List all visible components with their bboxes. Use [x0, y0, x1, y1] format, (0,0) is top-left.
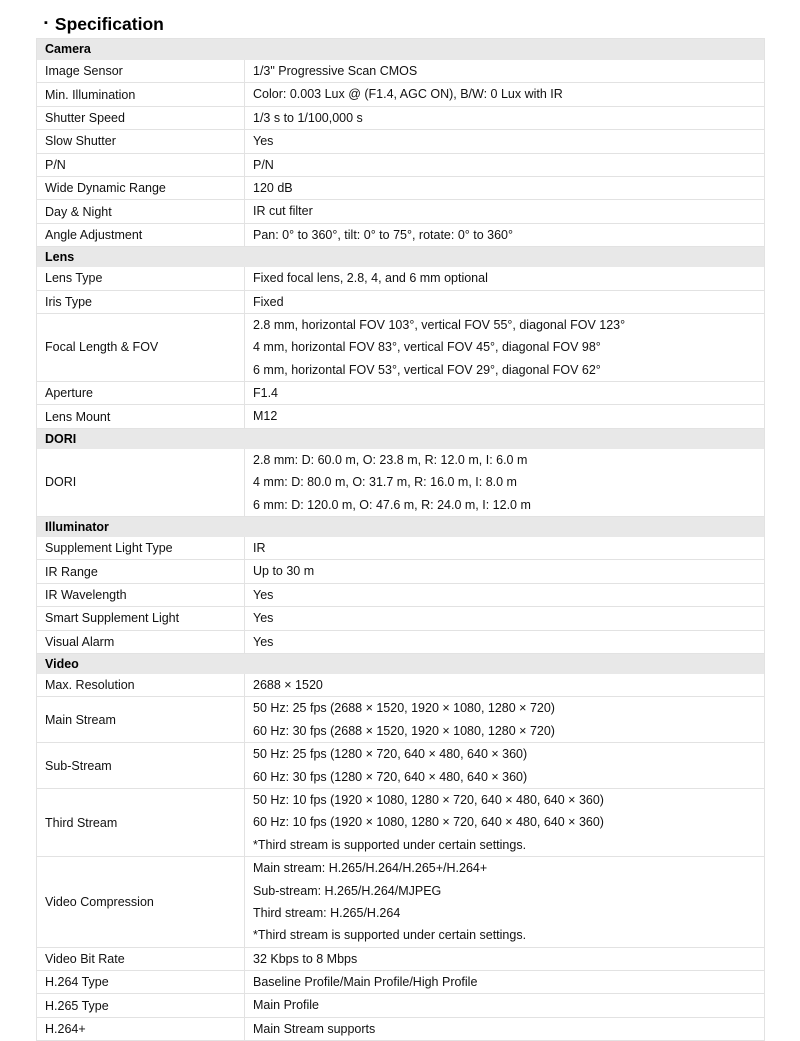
table-row: [37, 788, 764, 856]
value-line: Yes: [253, 587, 274, 602]
spec-value: [245, 449, 764, 516]
table-row: [37, 267, 764, 289]
spec-value: [245, 789, 764, 856]
table-row: [37, 537, 764, 559]
table-row: [37, 381, 764, 404]
value-line: 50 Hz: 10 fps (1920 × 1080, 1280 × 720, 640 × 480, 640 × 360): [253, 792, 604, 807]
value-line: Up to 30 m: [253, 564, 315, 579]
page-title: [44, 12, 164, 36]
value-line: 2.8 mm, horizontal FOV 103°, vertical FOV 55°, diagonal FOV 123°: [253, 317, 626, 332]
value-line: Main Profile: [253, 998, 319, 1013]
spec-value: [245, 971, 764, 993]
value-line: 60 Hz: 30 fps (1280 × 720, 640 × 480, 640 × 360): [253, 769, 528, 784]
table-row: [37, 742, 764, 788]
spec-label: H.265 Type: [37, 994, 245, 1016]
table-row: [37, 129, 764, 152]
spec-label: Shutter Speed: [37, 107, 245, 129]
value-line: Fixed: [253, 294, 284, 309]
spec-label: IR Range: [37, 560, 245, 582]
spec-value: [245, 948, 764, 970]
value-line: 2.8 mm: D: 60.0 m, O: 23.8 m, R: 12.0 m, I: 6.0 m: [253, 452, 528, 467]
spec-value: [245, 560, 764, 582]
value-line: 32 Kbps to 8 Mbps: [253, 951, 358, 966]
spec-label: Wide Dynamic Range: [37, 177, 245, 199]
spec-value: [245, 584, 764, 606]
page-title-text: Specification: [54, 14, 164, 34]
table-row: [37, 856, 764, 947]
section-header: Camera: [37, 39, 764, 60]
spec-value: [245, 224, 764, 246]
table-row: [37, 674, 764, 696]
spec-label: Smart Supplement Light: [37, 607, 245, 629]
spec-label: Sub-Stream: [37, 743, 245, 788]
value-line: 60 Hz: 30 fps (2688 × 1520, 1920 × 1080, 1280 × 720): [253, 723, 555, 738]
value-line: Main stream: H.265/H.264/H.265+/H.264+: [253, 861, 488, 876]
spec-label: Lens Type: [37, 267, 245, 289]
value-line: 1/3" Progressive Scan CMOS: [253, 64, 418, 78]
spec-label: Day & Night: [37, 200, 245, 222]
value-line: IR: [253, 541, 266, 556]
spec-label: Video Bit Rate: [37, 948, 245, 970]
spec-label: Supplement Light Type: [37, 537, 245, 559]
value-line: IR cut filter: [253, 204, 313, 219]
spec-value: [245, 107, 764, 129]
spec-value: [245, 200, 764, 222]
spec-label: Angle Adjustment: [37, 224, 245, 246]
table-row: [37, 313, 764, 381]
spec-value: [245, 314, 764, 381]
value-line: Third stream: H.265/H.264: [253, 905, 401, 920]
section-header: DORI: [37, 428, 764, 449]
value-line: 4 mm, horizontal FOV 83°, vertical FOV 45°, diagonal FOV 98°: [253, 340, 601, 355]
value-line: Yes: [253, 634, 274, 649]
spec-value: [245, 631, 764, 653]
value-line: 6 mm: D: 120.0 m, O: 47.6 m, R: 24.0 m, I: 12.0 m: [253, 497, 531, 512]
spec-label: Min. Illumination: [37, 83, 245, 105]
table-row: [37, 630, 764, 653]
table-row: [37, 606, 764, 629]
table-row: [37, 947, 764, 970]
table-row: [37, 199, 764, 222]
spec-label: Aperture: [37, 382, 245, 404]
value-line: Yes: [253, 134, 274, 149]
spec-label: Main Stream: [37, 697, 245, 742]
spec-value: [245, 1018, 764, 1040]
value-line: 6 mm, horizontal FOV 53°, vertical FOV 29°, diagonal FOV 62°: [253, 362, 601, 377]
spec-value: [245, 674, 764, 696]
spec-value: [245, 177, 764, 199]
spec-value: [245, 537, 764, 559]
spec-value: [245, 994, 764, 1016]
table-row: [37, 60, 764, 82]
spec-label: Third Stream: [37, 789, 245, 856]
spec-label: P/N: [37, 154, 245, 176]
value-line: 50 Hz: 25 fps (2688 × 1520, 1920 × 1080, 1280 × 720): [253, 701, 555, 716]
value-line: Main Stream supports: [253, 1021, 376, 1036]
spec-label: H.264+: [37, 1018, 245, 1040]
specification-table: [36, 38, 765, 1041]
table-row: [37, 153, 764, 176]
table-row: [37, 223, 764, 246]
section-header: Video: [37, 653, 764, 674]
value-line: 60 Hz: 10 fps (1920 × 1080, 1280 × 720, 640 × 480, 640 × 360): [253, 815, 604, 830]
table-row: [37, 449, 764, 516]
value-line: Sub-stream: H.265/H.264/MJPEG: [253, 883, 442, 898]
spec-value: [245, 743, 764, 788]
table-row: [37, 82, 764, 105]
value-line: Fixed focal lens, 2.8, 4, and 6 mm optional: [253, 271, 488, 286]
section-header: Lens: [37, 246, 764, 267]
spec-value: [245, 154, 764, 176]
spec-value: [245, 607, 764, 629]
spec-label: Visual Alarm: [37, 631, 245, 653]
table-row: [37, 970, 764, 993]
spec-value: [245, 267, 764, 289]
value-line: 120 dB: [253, 180, 293, 195]
spec-label: Lens Mount: [37, 405, 245, 427]
spec-label: DORI: [37, 449, 245, 516]
value-line: 2688 × 1520: [253, 677, 323, 692]
spec-value: [245, 130, 764, 152]
table-row: [37, 176, 764, 199]
spec-value: [245, 405, 764, 427]
value-line: *Third stream is supported under certain settings.: [253, 928, 527, 943]
bullet-icon: ▪: [44, 17, 48, 29]
spec-value: [245, 60, 764, 82]
table-row: [37, 993, 764, 1016]
table-row: [37, 404, 764, 427]
value-line: P/N: [253, 157, 274, 172]
spec-label: IR Wavelength: [37, 584, 245, 606]
spec-label: Max. Resolution: [37, 674, 245, 696]
table-row: [37, 290, 764, 313]
table-row: [37, 559, 764, 582]
value-line: 50 Hz: 25 fps (1280 × 720, 640 × 480, 640 × 360): [253, 747, 528, 762]
table-row: [37, 583, 764, 606]
spec-value: [245, 857, 764, 947]
spec-label: Image Sensor: [37, 60, 245, 82]
spec-value: [245, 382, 764, 404]
spec-label: Slow Shutter: [37, 130, 245, 152]
value-line: Baseline Profile/Main Profile/High Profile: [253, 975, 478, 990]
spec-value: [245, 83, 764, 105]
spec-label: Focal Length & FOV: [37, 314, 245, 381]
value-line: 1/3 s to 1/100,000 s: [253, 110, 363, 125]
section-header: Illuminator: [37, 516, 764, 537]
value-line: 4 mm: D: 80.0 m, O: 31.7 m, R: 16.0 m, I: 8.0 m: [253, 475, 517, 490]
value-line: M12: [253, 409, 278, 424]
spec-value: [245, 697, 764, 742]
value-line: F1.4: [253, 386, 279, 401]
spec-label: Video Compression: [37, 857, 245, 947]
value-line: Yes: [253, 611, 274, 626]
table-row: [37, 106, 764, 129]
spec-value: [245, 291, 764, 313]
value-line: *Third stream is supported under certain settings.: [253, 837, 527, 852]
value-line: Color: 0.003 Lux @ (F1.4, AGC ON), B/W: 0 Lux with IR: [253, 87, 563, 102]
spec-label: Iris Type: [37, 291, 245, 313]
spec-label: H.264 Type: [37, 971, 245, 993]
value-line: Pan: 0° to 360°, tilt: 0° to 75°, rotate: 0° to 360°: [253, 227, 514, 242]
table-row: [37, 1017, 764, 1040]
table-row: [37, 696, 764, 742]
